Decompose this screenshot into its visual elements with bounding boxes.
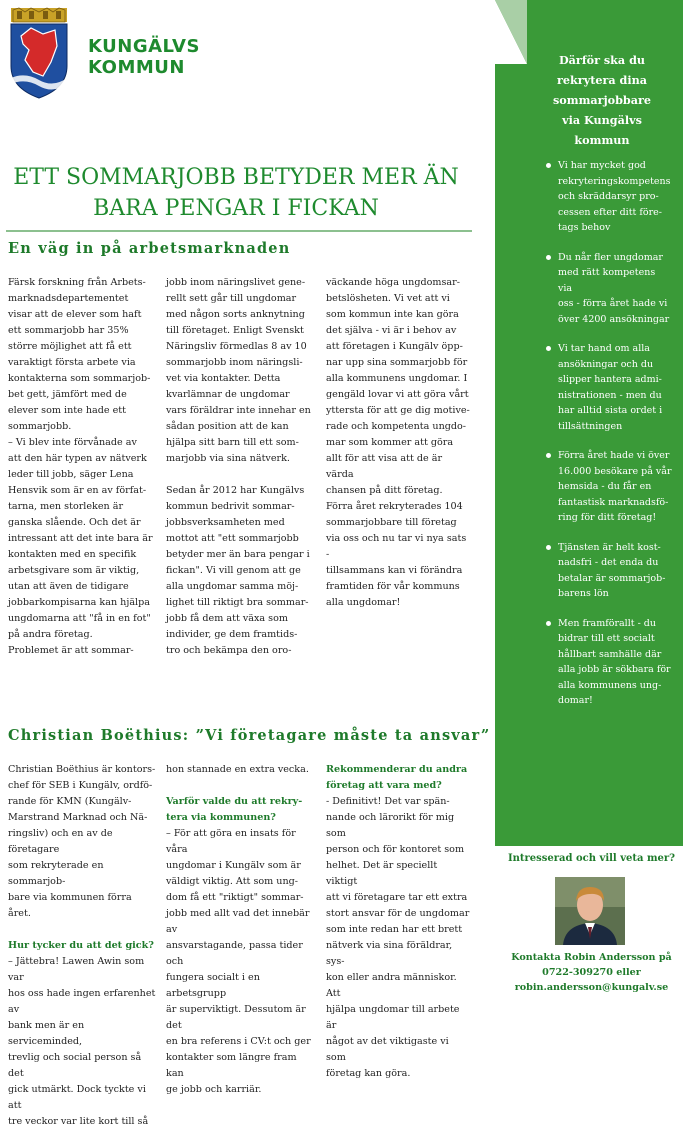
contact-person-photo (555, 877, 625, 945)
bullet-icon (546, 346, 551, 351)
interview-column-1 (8, 762, 156, 1130)
list-item-text: Du når fler ungdomar med rätt kompetens via oss - förra året hade vi över 4200 ansökningar (558, 251, 670, 325)
kungalv-coat-of-arms-logo (7, 6, 71, 100)
list-item-text: Men framförallt - du bidrar till ett socialt hållbart samhälle där alla jobb är sökbara för alla kommunens ung- domar! (558, 617, 671, 706)
interview-answer: - Definitivt! Det var spän- nande och lärorikt för mig som person och för kontoret som helhet. Det är speciellt viktigt att vi företagare tar ett extra stort ansvar för de ungdomar som inte redan har ett brett nätverk via sina föräldrar, sys- kon eller andra människor. Att hjälpa ungdomar till arbete är något av det viktigaste vi som företag kan göra. (326, 796, 470, 1079)
bullet-icon (546, 255, 551, 260)
title-line-1: ETT SOMMARJOBB BETYDER MER ÄN (13, 165, 459, 190)
sidebar-benefits-list (540, 158, 672, 723)
interview-question: Varför valde du att rekry- tera via kommunen? (166, 796, 303, 823)
interview-column-2 (166, 762, 314, 1098)
page-title (0, 162, 472, 224)
section-title-arbetsmarknaden: En väg in på arbetsmarknaden (8, 240, 291, 257)
contact-question: Intresserad och vill veta mer? (507, 853, 676, 864)
list-item (540, 616, 672, 709)
bullet-icon (546, 621, 551, 626)
interview-intro: Christian Boëthius är kontors- chef för SEB i Kungälv, ordfö- rande för KMN (Kungälv- Marstrand Marknad och Nä- ringsliv) och en av de företagare som rekryterade en sommarjob- bare via kommunen förra året. (8, 764, 156, 919)
article-text: Färsk forskning från Arbets- marknadsdepartementet visar att de elever som haft ett sommarjobb har 35% större möjlighet att få ett varaktigt första arbete via kontakterna som sommarjob- bet gett, jämfört med de elever som inte hade ett sommarjobb. – Vi blev inte förvånade av att den här typen av nätverk leder till jobb, säger Lena Hensvik som är en av förfat- tarna, men storleken är ganska slående. Och det är intressant att det inte bara är kontakten med en specifik arbetsgivare som är viktig, utan att även de tidigare jobbarkompisarna kan hjälpa ungdomarna att "få in en fot" på andra företag. Problemet är att sommar- (8, 277, 153, 656)
list-item (540, 448, 672, 526)
list-item-text: Tjänsten är helt kost- nadsfri - det enda du betalar är sommarjob- barens lön (558, 541, 666, 599)
contact-details: Kontakta Robin Andersson på 0722-309270 eller robin.andersson@kungalv.se (511, 952, 672, 993)
bullet-icon (546, 163, 551, 168)
interview-answer: – Jättebra! Lawen Awin som var hos oss hade ingen erfarenhet av bank men är en serviceminded, trevlig och social person så det gick utmärkt. Dock tyckte vi att tre veckor var lite kort till så (8, 956, 156, 1127)
section-title-interview: Christian Boëthius: ”Vi företagare måste ta ansvar” (8, 727, 491, 744)
bullet-icon (546, 453, 551, 458)
title-line-2: BARA PENGAR I FICKAN (93, 196, 379, 221)
bullet-icon (546, 545, 551, 550)
page-fold-decoration (495, 0, 527, 64)
interview-column-3 (326, 762, 471, 1082)
interview-answer: hon stannade en extra vecka. (166, 764, 309, 775)
list-item (540, 250, 672, 328)
list-item-text: Förra året hade vi över 16.000 besökare på vår hemsida - du får en fantastisk marknadsfö- ring för ditt företag! (558, 450, 672, 523)
list-item-text: Vi tar hand om alla ansökningar och du slipper hantera admi- nistrationen - men du har alltid sista ordet i tillsättningen (558, 343, 663, 432)
article-column-3 (326, 275, 471, 611)
list-item (540, 540, 672, 602)
list-item (540, 341, 672, 434)
brand-wordmark (88, 36, 200, 78)
interview-answer: – För att göra en insats för våra ungdomar i Kungälv som är väldigt viktig. Att som ung- dom få ett "riktigt" sommar- jobb med allt vad det innebär av ansvarstagande, passa tider och fungera socialt i en arbetsgrupp är superviktigt. Dessutom är det en bra referens i CV:t och ger kontakter som längre fram kan ge jobb och karriär. (166, 828, 311, 1095)
interview-question: Rekommenderar du andra företag att vara med? (326, 764, 468, 791)
brand-line-1: KUNGÄLVS (88, 36, 200, 57)
article-text: väckande höga ungdomsar- betslösheten. Vi vet att vi som kommun inte kan göra det själva - vi är i behov av att företagen i Kungälv öpp- nar upp sina sommarjobb för alla kommunens ungdomar. I gengäld lovar vi att göra vårt yttersta för att ge dig motive- rade och kompetenta ungdo- mar som kommer att göra allt för att visa att de är värda chansen på ditt företag. Förra året rekryterades 104 sommarjobbare till företag via oss och nu tar vi nya sats - tillsammans kan vi förändra framtiden för vår kommuns alla ungdomar! (326, 277, 470, 608)
title-divider (6, 230, 472, 232)
list-item-text: Vi har mycket god rekryteringskompetens och skräddarsyr pro- cessen efter ditt före- tags behov (558, 160, 671, 233)
sidebar-title: Därför ska du rekrytera dina sommarjobbare via Kungälvs kommun (553, 53, 651, 147)
article-text: jobb inom näringslivet gene- rellt sett går till ungdomar med någon sorts anknytning till företaget. Enligt Svenskt Näringsliv förmedlas 8 av 10 sommarjobb inom näringsli- vet via kontakter. Detta kvarlämnar de ungdomar vars föräldrar inte innehar en sådan position att de kan hjälpa sitt barn till ett som- marjobb via sina nätverk. (166, 277, 311, 464)
article-column-1 (8, 275, 156, 659)
interview-question: Hur tycker du att det gick? (8, 940, 154, 951)
article-column-2 (166, 275, 314, 659)
brand-line-2: KOMMUN (88, 57, 185, 78)
article-text: Sedan år 2012 har Kungälvs kommun bedrivit sommar- jobbsverksamheten med mottot att "ett sommarjobb betyder mer än bara pengar i fickan". Vi vill genom att ge alla ungdomar samma möj- lighet till riktigt bra sommar- jobb få dem att växa som individer, ge dem framtids- tro och bekämpa den oro- (166, 485, 310, 656)
list-item (540, 158, 672, 236)
